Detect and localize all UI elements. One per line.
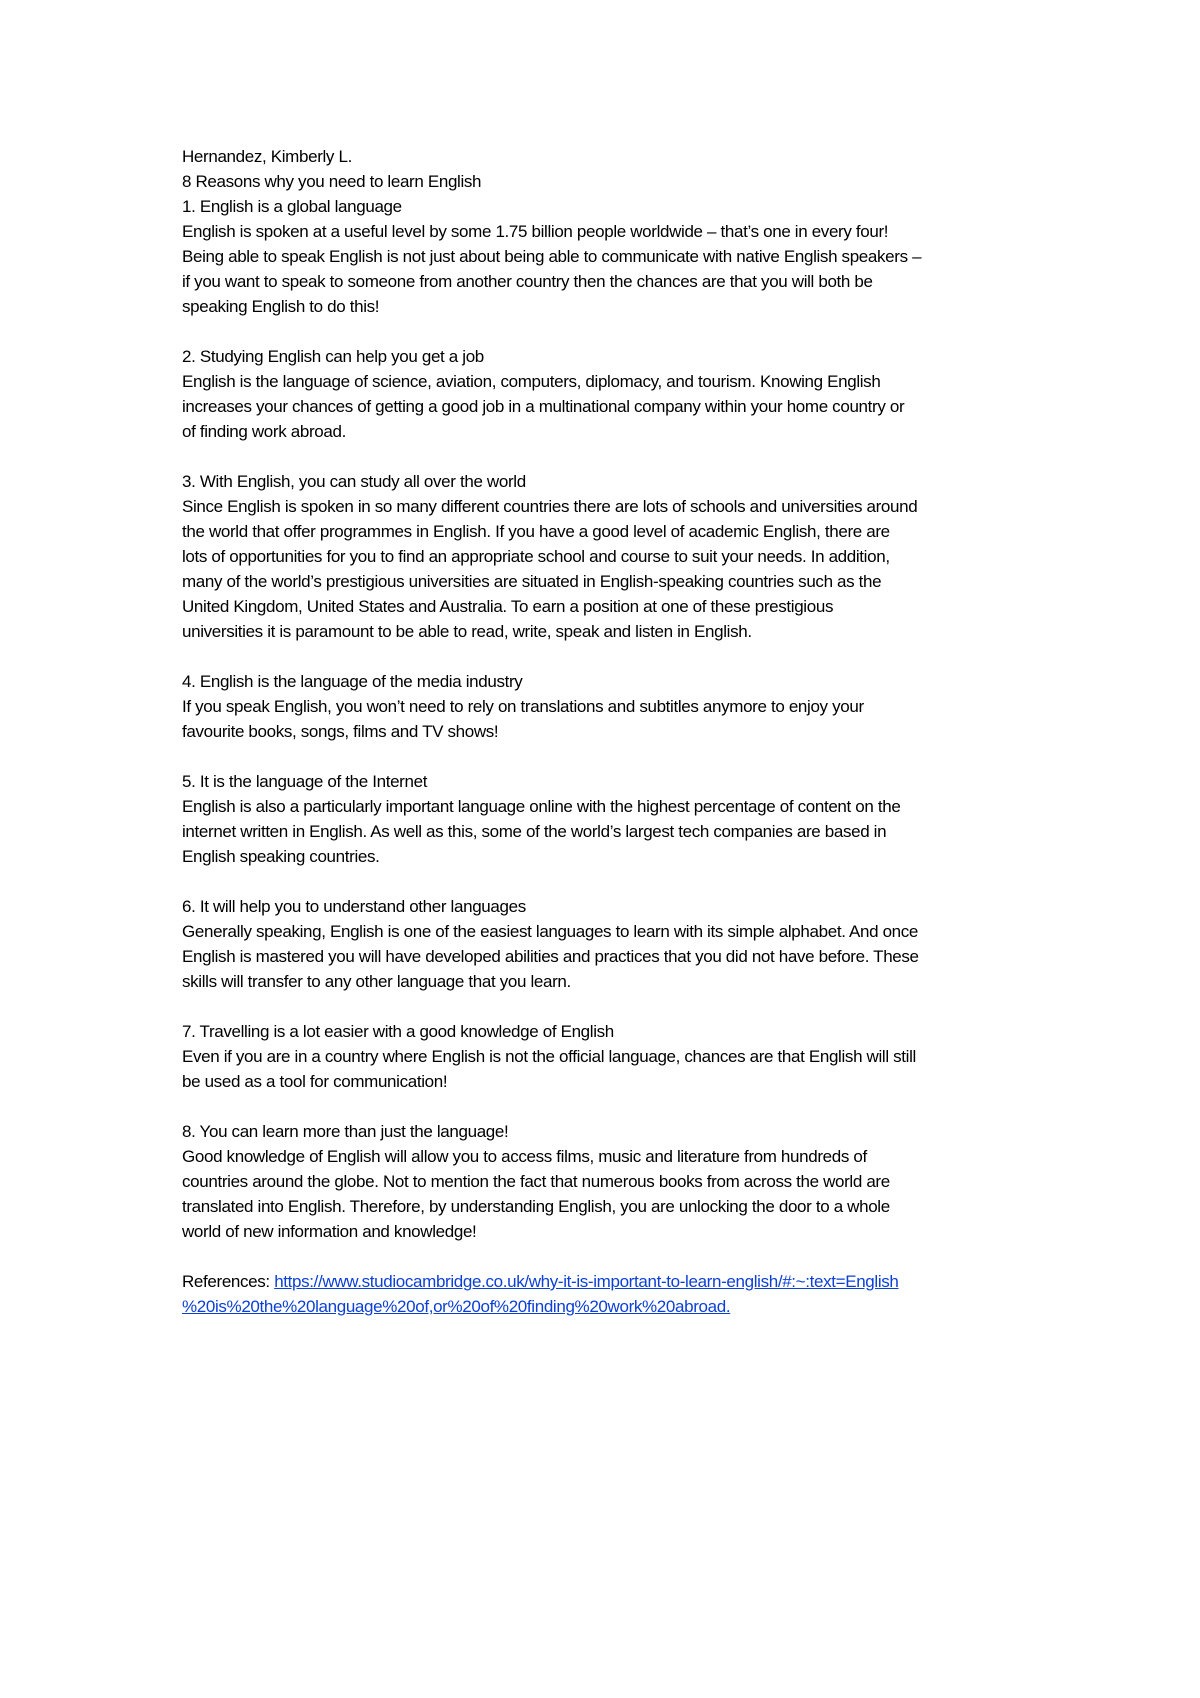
body-line: translated into English. Therefore, by understanding English, you are unlocking the door to a whole <box>182 1197 890 1216</box>
reference-link[interactable]: https://www.studiocambridge.co.uk/why-it-is-important-to-learn-english/#:~:text=English <box>274 1272 899 1291</box>
section-7 <box>182 1019 1022 1094</box>
body-line: internet written in English. As well as this, some of the world’s largest tech companies are based in <box>182 822 887 841</box>
section-heading: 3. With English, you can study all over the world <box>182 472 526 491</box>
body-line: of finding work abroad. <box>182 422 346 441</box>
body-line: English is also a particularly important language online with the highest percentage of content on the <box>182 797 901 816</box>
references-line <box>182 1294 1022 1319</box>
body-line: be used as a tool for communication! <box>182 1072 448 1091</box>
body-line: favourite books, songs, films and TV shows! <box>182 722 499 741</box>
document-title: 8 Reasons why you need to learn English <box>182 172 482 191</box>
document-body <box>182 144 1022 1319</box>
body-line: English is mastered you will have developed abilities and practices that you did not have before. These <box>182 947 919 966</box>
section-heading: 4. English is the language of the media industry <box>182 672 523 691</box>
body-line: if you want to speak to someone from another country then the chances are that you will both be <box>182 272 873 291</box>
section-6 <box>182 894 1022 994</box>
references <box>182 1269 1022 1319</box>
section-heading: 7. Travelling is a lot easier with a good knowledge of English <box>182 1022 614 1041</box>
body-line: lots of opportunities for you to find an appropriate school and course to suit your needs. In addition, <box>182 547 890 566</box>
body-line: English is the language of science, aviation, computers, diplomacy, and tourism. Knowing English <box>182 372 881 391</box>
body-line: countries around the globe. Not to mention the fact that numerous books from across the world are <box>182 1172 890 1191</box>
body-line: increases your chances of getting a good job in a multinational company within your home country or <box>182 397 905 416</box>
section-8 <box>182 1119 1022 1244</box>
section-1 <box>182 194 1022 319</box>
body-line: Even if you are in a country where English is not the official language, chances are that English will still <box>182 1047 916 1066</box>
body-line: speaking English to do this! <box>182 297 380 316</box>
section-heading: 8. You can learn more than just the language! <box>182 1122 509 1141</box>
body-line: English is spoken at a useful level by some 1.75 billion people worldwide – that’s one in every four! <box>182 222 889 241</box>
section-heading: 6. It will help you to understand other languages <box>182 897 526 916</box>
references-line <box>182 1269 1022 1294</box>
body-line: If you speak English, you won’t need to rely on translations and subtitles anymore to enjoy your <box>182 697 864 716</box>
section-4 <box>182 669 1022 744</box>
body-line: the world that offer programmes in English. If you have a good level of academic English, there are <box>182 522 890 541</box>
body-line: Generally speaking, English is one of the easiest languages to learn with its simple alphabet. And once <box>182 922 919 941</box>
references-label: References: <box>182 1272 275 1291</box>
body-line: Being able to speak English is not just about being able to communicate with native English speakers – <box>182 247 922 266</box>
body-line: Since English is spoken in so many different countries there are lots of schools and universities around <box>182 497 918 516</box>
section-heading: 5. It is the language of the Internet <box>182 772 428 791</box>
section-2 <box>182 344 1022 444</box>
body-line: world of new information and knowledge! <box>182 1222 477 1241</box>
body-line: United Kingdom, United States and Australia. To earn a position at one of these prestigious <box>182 597 834 616</box>
section-5 <box>182 769 1022 869</box>
body-line: universities it is paramount to be able to read, write, speak and listen in English. <box>182 622 752 641</box>
body-line: many of the world’s prestigious universities are situated in English-speaking countries such as the <box>182 572 882 591</box>
body-line: English speaking countries. <box>182 847 380 866</box>
section-heading: 1. English is a global language <box>182 197 402 216</box>
section-3 <box>182 469 1022 644</box>
body-line: Good knowledge of English will allow you to access films, music and literature from hundreds of <box>182 1147 867 1166</box>
author-name: Hernandez, Kimberly L. <box>182 147 352 166</box>
reference-link-continued[interactable]: %20is%20the%20language%20of,or%20of%20finding%20work%20abroad. <box>182 1297 731 1316</box>
body-line: skills will transfer to any other language that you learn. <box>182 972 571 991</box>
section-heading: 2. Studying English can help you get a job <box>182 347 484 366</box>
